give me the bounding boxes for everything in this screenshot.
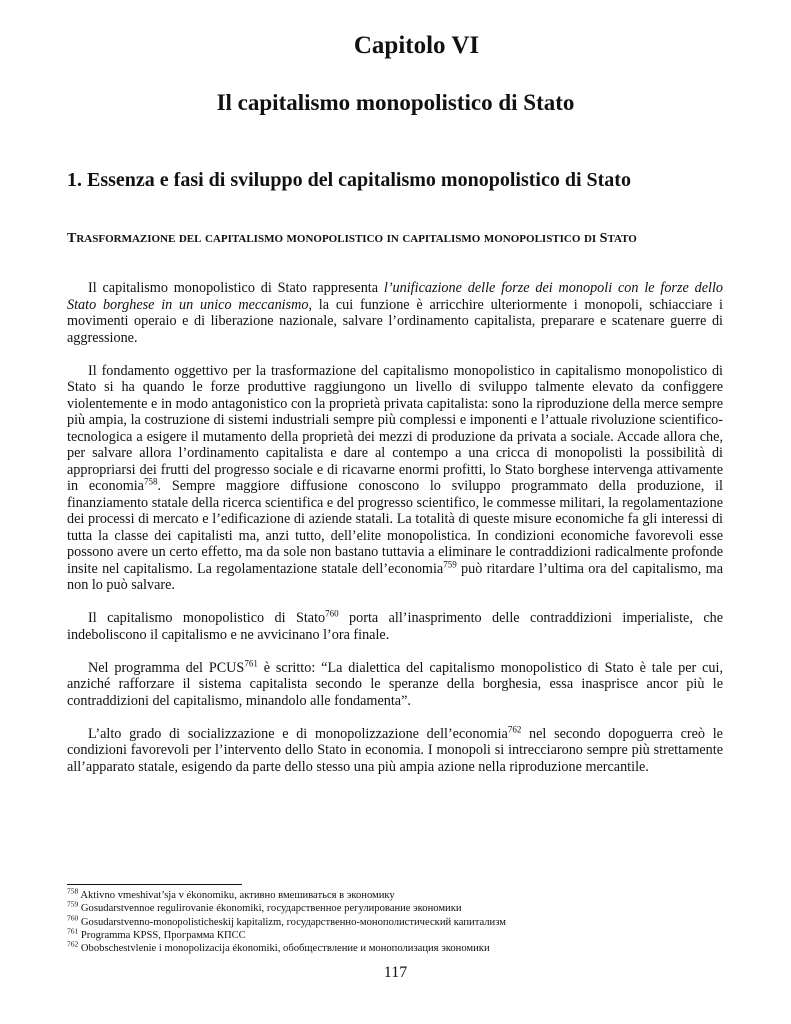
section-heading: 1. Essenza e fasi di sviluppo del capitalismo monopolistico di Stato — [67, 169, 631, 191]
paragraph-4: Nel programma del PCUS$^{761}$ è scritto: “La dialettica del capitalismo monopolistico di Stato è tale per cui, anziché rafforzare il sistema capitalista secondo le speranze della borghesia, essa inasprisce ancor più le contraddizioni del capitalismo, minandolo alle fondamenta”. — [67, 657, 724, 709]
paragraph-1: Il capitalismo monopolistico di Stato rappresenta l’unificazione delle forze dei monopoli con le forze dello Stato borghese in un unico meccanismo, la cui funzione è arricchire ulteriormente i monopoli, schiacciare i movimenti operaio e di liberazione nazionale, salvare l’ordinamento capitalista, preparare e scatenare guerre di aggressione. — [67, 280, 723, 346]
footnote-text: Gosudarstvenno-monopolisticheskij kapitalizm, государственно-монополистический капитализм — [80, 916, 506, 928]
subsection-word: STATO — [599, 231, 637, 246]
chapter-title: Il capitalismo monopolistico di Stato — [216, 90, 575, 115]
footnote-number: 758 — [67, 886, 79, 896]
paragraph-2: Il fondamento oggettivo per la trasformazione del capitalismo monopolistico in capitalismo monopolistico di Stato si ha quando le forze produttive raggiungono un livello di sviluppo talmente elevato da configgere violentemente e in modo antagonistico con la proprietà privata capitalista: sono la riproduzione della merce sempre più ampia, la costruzione di sistemi industriali sempre più complessi e imponenti e l’attuale rivoluzione scientifico-tecnologica a esigere il mutamento della proprietà dei mezzi di produzione da privata a sociale. Accade allora che, per salvare allora l’ordinamento capitalista e dare al contempo a una cricca di monopolisti la possibilità di appropriarsi dei frutti del progresso sociale e di ricavarne enormi profitti, lo Stato borghese intervenga attivamente in economia$^{758}$. Sempre maggiore diffusione conoscono lo sviluppo programmato della produzione, il finanziamento statale della ricerca scientifica e del progresso scientifico, le commesse militari, la regolamentazione dei processi di mercato e l’edificazione di aziende statali. La totalità di queste misure economiche fa gli interessi di tutta la classe dei capitalisti ma, anzi tutto, dell’elite monopolistica. In condizioni economiche favorevoli esse possono avere un certo effetto, ma da sole non bastano tuttavia a eliminare le contraddizioni radicalmente profonde insite nel capitalismo. La regolamentazione statale dell’economia$^{759}$ può ritardare l’ultima ora del capitalismo, ma non lo può salvare. — [67, 362, 723, 593]
subsection-word: TRASFORMAZIONE — [67, 231, 176, 246]
subsection-heading — [67, 230, 723, 248]
footnote-divider — [67, 884, 242, 885]
footnote-ref[interactable]: 760 — [325, 608, 339, 619]
footnote-ref[interactable]: 761 — [244, 657, 258, 668]
subsection-word: MONOPOLISTICO — [483, 233, 581, 245]
subsection-word: DEL — [178, 233, 202, 245]
footnote-number: 762 — [67, 939, 79, 949]
subsection-word: CAPITALISMO — [204, 233, 284, 245]
subsection-word: CAPITALISMO — [402, 233, 481, 245]
footnote-ref[interactable]: 758 — [143, 476, 158, 487]
footnote-text: Programma KPSS, Программа КПСС — [80, 929, 246, 941]
footnotes — [67, 886, 723, 955]
footnote-text: Obobschestvlenie i monopolizacija ékonomiki, обобществление и монополизация экономики — [80, 943, 490, 955]
paragraph-3: Il capitalismo monopolistico di Stato$^{760}$ porta all’inasprimento delle contraddizioni imperialiste, che indeboliscono il capitalismo e ne avvicinano l’ora finale. — [67, 608, 724, 643]
footnote-ref[interactable]: 759 — [443, 558, 457, 569]
footnote-number: 759 — [67, 899, 79, 909]
page-number: 117 — [383, 964, 408, 981]
chapter-label: Capitolo VI — [353, 32, 480, 59]
footnote — [67, 939, 723, 955]
footnote-ref[interactable]: 762 — [507, 723, 522, 734]
footnote-number: 761 — [67, 926, 79, 936]
body-text — [67, 280, 723, 792]
footnote-text: Gosudarstvennoe regulirovanie ékonomiki, государственное регулирование экономики — [80, 903, 462, 915]
footnote — [67, 899, 723, 915]
subsection-word: IN — [386, 233, 399, 245]
paragraph-5: L’alto grado di socializzazione e di monopolizzazione dell’economia$^{762}$ nel secondo dopoguerra creò le condizioni favorevoli per l’intervento dello Stato in economia. I monopoli si intrecciarono sempre più strettamente all’apparato statale, esigendo da parte dello stesso una più ampia azione nella riproduzione mercantile. — [67, 723, 723, 775]
footnote-text: Aktivno vmeshivat’sja v ékonomiku, активно вмешиваться в экономику — [80, 890, 395, 901]
footnote — [67, 913, 723, 929]
emphasis-text: l’unificazione delle forze dei monopoli con le forze dello Stato borghese in un unico meccanismo — [67, 280, 723, 313]
subsection-word: DI — [583, 233, 597, 245]
subsection-word: MONOPOLISTICO — [286, 233, 384, 245]
footnote-number: 760 — [67, 913, 79, 923]
footnote — [67, 886, 723, 902]
footnote — [67, 926, 723, 942]
